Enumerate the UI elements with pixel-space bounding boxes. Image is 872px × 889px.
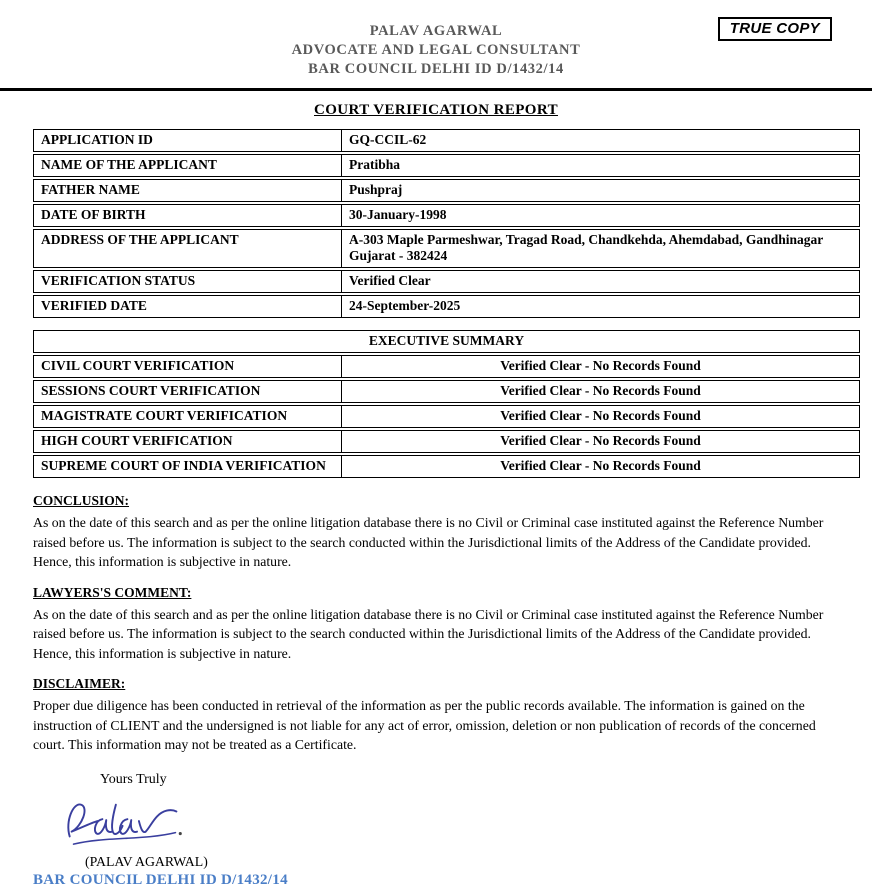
report-title	[0, 102, 872, 119]
lawyers-comment-text: As on the date of this search and as per the online litigation database there is no Civil or Criminal case instituted against the Reference Number raised before us. The information is subject to the search conducted within the Jurisdictional limits of the Address of the Candidate provided. Hence, this information is subjective in nature.	[33, 606, 824, 661]
row-label: NAME OF THE APPLICANT	[33, 154, 342, 177]
table-row	[33, 330, 860, 353]
disclaimer-heading: DISCLAIMER:	[33, 676, 126, 691]
executive-summary-table	[33, 328, 860, 480]
table-row	[33, 229, 860, 268]
report-title-text: COURT VERIFICATION REPORT	[314, 102, 558, 118]
table-row	[33, 430, 860, 453]
footer-bar-council-id: BAR COUNCIL DELHI ID D/1432/14	[33, 871, 288, 888]
table-row	[33, 179, 860, 202]
table-row	[33, 129, 860, 152]
header-divider	[0, 88, 872, 91]
lawyers-comment-heading: LAWYERS'S COMMENT:	[33, 584, 192, 600]
lawyers-comment-section	[33, 585, 847, 664]
yours-truly-text: Yours Truly	[100, 771, 167, 787]
conclusion-section	[33, 493, 847, 572]
signature-scribble	[62, 794, 187, 852]
letterhead	[0, 0, 872, 79]
row-label: MAGISTRATE COURT VERIFICATION	[33, 405, 342, 428]
row-label: SUPREME COURT OF INDIA VERIFICATION	[33, 455, 342, 478]
disclaimer-section	[33, 676, 847, 755]
row-label: HIGH COURT VERIFICATION	[33, 430, 342, 453]
table-row	[33, 405, 860, 428]
row-value: Pushpraj	[342, 179, 860, 202]
table-row	[33, 270, 860, 293]
advocate-name: PALAV AGARWAL	[369, 23, 503, 39]
executive-summary-title: EXECUTIVE SUMMARY	[33, 330, 860, 353]
table-row	[33, 355, 860, 378]
row-value: Verified Clear - No Records Found	[342, 380, 860, 403]
table-row	[33, 204, 860, 227]
row-label: VERIFICATION STATUS	[33, 270, 342, 293]
row-value: Verified Clear - No Records Found	[342, 455, 860, 478]
row-label: CIVIL COURT VERIFICATION	[33, 355, 342, 378]
conclusion-text: As on the date of this search and as per the online litigation database there is no Civil or Criminal case instituted against the Reference Number raised before us. The information is subject to the search conducted within the Jurisdictional limits of the Address of the Candidate provided. Hence, this information is subjective in nature.	[33, 515, 824, 569]
table-row	[33, 295, 860, 318]
row-label: VERIFIED DATE	[33, 295, 342, 318]
true-copy-stamp: TRUE COPY	[718, 17, 832, 41]
bar-council-id: BAR COUNCIL DELHI ID D/1432/14	[308, 61, 564, 77]
table-row	[33, 154, 860, 177]
row-label: DATE OF BIRTH	[33, 204, 342, 227]
row-value: Verified Clear - No Records Found	[342, 355, 860, 378]
row-label: SESSIONS COURT VERIFICATION	[33, 380, 342, 403]
row-label: ADDRESS OF THE APPLICANT	[33, 229, 342, 268]
row-value: Pratibha	[342, 154, 860, 177]
signatory-name: (PALAV AGARWAL)	[85, 853, 208, 869]
table-row	[33, 455, 860, 478]
row-value: Verified Clear - No Records Found	[342, 430, 860, 453]
row-label: FATHER NAME	[33, 179, 342, 202]
advocate-title: ADVOCATE AND LEGAL CONSULTANT	[291, 42, 581, 58]
applicant-details-table	[33, 127, 860, 320]
conclusion-heading: CONCLUSION:	[33, 493, 130, 508]
row-value: 30-January-1998	[342, 204, 860, 227]
disclaimer-text: Proper due diligence has been conducted in retrieval of the information as per the public records available. The information is gained on the instruction of CLIENT and the undersigned is not liable for any act of error, omission, deletion or non publication of records of the concerned court. This information may not be treated as a Certificate.	[33, 698, 816, 752]
row-value: Verified Clear	[342, 270, 860, 293]
row-value: Verified Clear - No Records Found	[342, 405, 860, 428]
table-row	[33, 380, 860, 403]
signature-image	[62, 794, 872, 852]
row-value: GQ-CCIL-62	[342, 129, 860, 152]
row-label: APPLICATION ID	[33, 129, 342, 152]
row-value: 24-September-2025	[342, 295, 860, 318]
row-value: A-303 Maple Parmeshwar, Tragad Road, Chandkehda, Ahemdabad, Gandhinagar Gujarat - 382424	[342, 229, 860, 268]
